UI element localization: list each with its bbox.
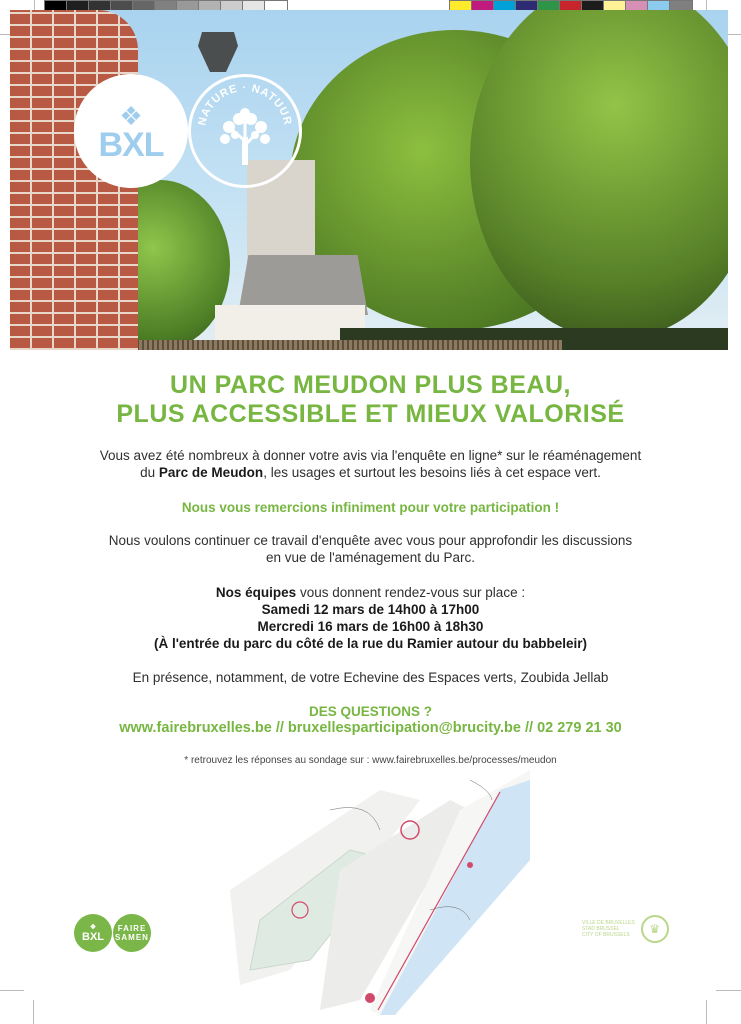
thanks-text: Nous vous remercions infiniment pour votre participation ! xyxy=(181,500,560,515)
city-name: VILLE DE BRUXELLES STAD BRUSSEL CITY OF BRUSSELS xyxy=(582,920,635,938)
tree-icon xyxy=(191,77,299,185)
intro-paragraph xyxy=(40,447,701,481)
intro-line-2: du Parc de Meudon, les usages et surtout les besoins liés à cet espace vert. xyxy=(140,465,601,480)
title-line-1: UN PARC MEUDON PLUS BEAU, xyxy=(170,371,571,399)
angel-bird-icon: ❖ xyxy=(119,101,143,131)
survey-footnote: * retrouvez les réponses au sondage sur : www.fairebruxelles.be/processes/meudon xyxy=(184,755,557,766)
continue-paragraph: Nous voulons continuer ce travail d'enquête avec vous pour approfondir les discussions en vue de l'aménagement du Parc. xyxy=(108,533,633,565)
page-title xyxy=(0,371,741,429)
meeting-location: (À l'entrée du parc du côté de la rue du Ramier autour du babbeleir) xyxy=(153,636,588,651)
contact-line[interactable]: www.fairebruxelles.be // bruxellesparticipation@brucity.be // 02 279 21 30 xyxy=(119,720,622,736)
faire-samen-logo: FAIRE SAMEN xyxy=(113,914,151,952)
crop-mark xyxy=(33,1000,34,1024)
crop-mark xyxy=(0,990,24,991)
title-line-2: PLUS ACCESSIBLE ET MIEUX VALORISÉ xyxy=(116,400,625,428)
lantern xyxy=(198,32,238,72)
bxl-logo xyxy=(74,74,188,188)
fence xyxy=(82,340,562,350)
park-name: Parc de Meudon xyxy=(158,465,264,480)
crop-mark xyxy=(706,1000,707,1024)
city-of-brussels-logo xyxy=(582,915,669,943)
crop-mark xyxy=(716,990,741,991)
angel-bird-icon: ❖ xyxy=(89,923,97,931)
nature-logo-label: NATURE · NATUUR xyxy=(196,81,294,127)
meeting-date-2: Mercredi 16 mars de 16h00 à 18h30 xyxy=(257,619,484,634)
questions-heading: DES QUESTIONS ? xyxy=(308,704,433,719)
crop-mark xyxy=(728,34,741,35)
presence-text: En présence, notamment, de votre Echevine des Espaces verts, Zoubida Jellab xyxy=(132,670,609,685)
meeting-intro: Nos équipes vous donnent rendez-vous sur place : xyxy=(215,585,526,600)
city-seal-icon: ♛ xyxy=(641,915,669,943)
meeting-date-1: Samedi 12 mars de 14h00 à 17h00 xyxy=(261,602,480,617)
svg-text:NATURE · NATUUR xyxy=(196,82,293,127)
meeting-paragraph xyxy=(40,584,701,652)
park-map xyxy=(230,770,530,1015)
nature-logo xyxy=(188,74,302,188)
bxl-footer-logo: ❖ BXL xyxy=(74,914,112,952)
bxl-logo-text: BXL xyxy=(98,126,164,164)
intro-line-1: Vous avez été nombreux à donner votre avis via l'enquête en ligne* sur le réaménagement xyxy=(99,448,642,463)
